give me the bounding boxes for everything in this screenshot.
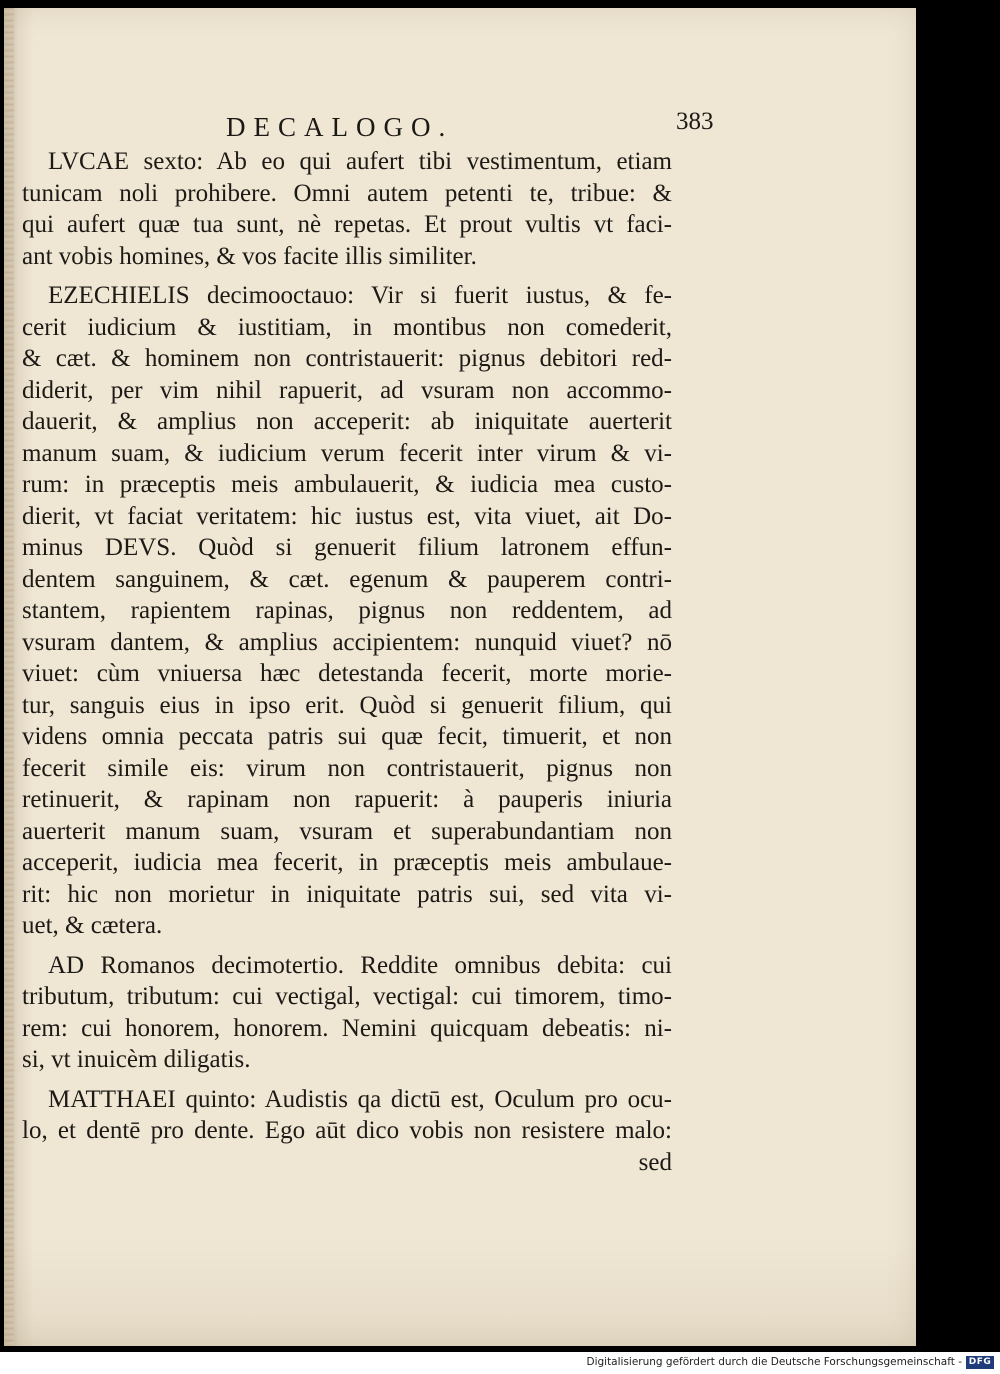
text-line: MATTHAEI quinto: Audistis qa dictū est, Oculum pro ocu-	[48, 1085, 672, 1113]
text-line: minus DEVS. Quòd si genuerit filium latronem effun-	[22, 534, 672, 561]
text-line: rum: in præceptis meis ambulauerit, & iudicia mea custo-	[22, 471, 672, 498]
paragraph-luke	[22, 146, 672, 272]
text-line: LVCAE sexto: Ab eo qui aufert tibi vestimentum, etiam	[48, 148, 672, 175]
text-line: si, vt inuicèm diligatis.	[22, 1046, 251, 1073]
text-line: tur, sanguis eius in ipso erit. Quòd si genuerit filium, qui	[22, 691, 672, 719]
text-line: viuet: cùm vniuersa hæc detestanda fecerit, morte morie-	[22, 660, 672, 687]
text-line: dierit, vt faciat veritatem: hic iustus est, vita viuet, ait Do-	[22, 502, 672, 530]
text-line: dauerit, & amplius non acceperit: ab iniquitate auerterit	[22, 408, 672, 435]
page-binding-edge	[4, 8, 14, 1346]
paragraph-romans	[22, 950, 672, 1076]
text-line: auerterit manum suam, vsuram et superabundantiam non	[22, 817, 672, 845]
page-number: 383	[676, 108, 714, 135]
text-line: tunicam noli prohibere. Omni autem petenti te, tribue: &	[22, 179, 672, 207]
catchword: sed	[638, 1148, 672, 1176]
text-line: vsuram dantem, & amplius accipientem: nunquid viuet? nō	[22, 628, 672, 656]
text-line: diderit, per vim nihil rapuerit, ad vsuram non accommo-	[22, 376, 672, 404]
paragraph-matthew	[22, 1084, 672, 1179]
text-line: rit: hic non morietur in iniquitate patris sui, sed vita vi-	[22, 880, 672, 908]
text-line: ant vobis homines, & vos facite illis similiter.	[22, 242, 477, 270]
text-line: uet, & cætera.	[22, 912, 163, 939]
footer-bar	[0, 1352, 1000, 1374]
funding-credit: Digitalisierung gefördert durch die Deutsche Forschungsgemeinschaft -	[586, 1356, 962, 1368]
text-line: lo, et dentē pro dente. Ego aūt dico vobis non resistere malo:	[22, 1117, 672, 1144]
text-line: dentem sanguinem, & cæt. egenum & pauperem contri-	[22, 565, 672, 593]
text-line: acceperit, iudicia mea fecerit, in præceptis meis ambulaue-	[22, 849, 672, 876]
book-page	[4, 8, 916, 1346]
text-block	[22, 146, 672, 1186]
text-line: manum suam, & iudicium verum fecerit inter virum & vi-	[22, 439, 672, 467]
text-line: & cæt. & hominem non contristauerit: pignus debitori red-	[22, 345, 672, 372]
text-line: qui aufert quæ tua sunt, nè repetas. Et prout vultis vt faci-	[22, 211, 672, 238]
text-line: fecerit simile eis: virum non contristauerit, pignus non	[22, 754, 672, 782]
text-line: retinuerit, & rapinam non rapuerit: à pauperis iniuria	[22, 786, 672, 813]
text-line: AD Romanos decimotertio. Reddite omnibus debita: cui	[48, 951, 672, 979]
text-line: cerit iudicium & iustitiam, in montibus non comederit,	[22, 313, 672, 341]
dfg-logo-icon: DFG	[966, 1356, 994, 1369]
text-line: stantem, rapientem rapinas, pignus non reddentem, ad	[22, 597, 672, 624]
running-head: DECALOGO.	[226, 112, 454, 142]
text-line: tributum, tributum: cui vectigal, vectigal: cui timorem, timo-	[22, 983, 672, 1010]
text-line: rem: cui honorem, honorem. Nemini quicquam debeatis: ni-	[22, 1014, 672, 1042]
text-line: videns omnia peccata patris sui quæ fecit, timuerit, et non	[22, 723, 672, 750]
text-line: EZECHIELIS decimooctauo: Vir si fuerit iustus, & fe-	[48, 282, 672, 309]
paragraph-ezekiel	[22, 280, 672, 942]
